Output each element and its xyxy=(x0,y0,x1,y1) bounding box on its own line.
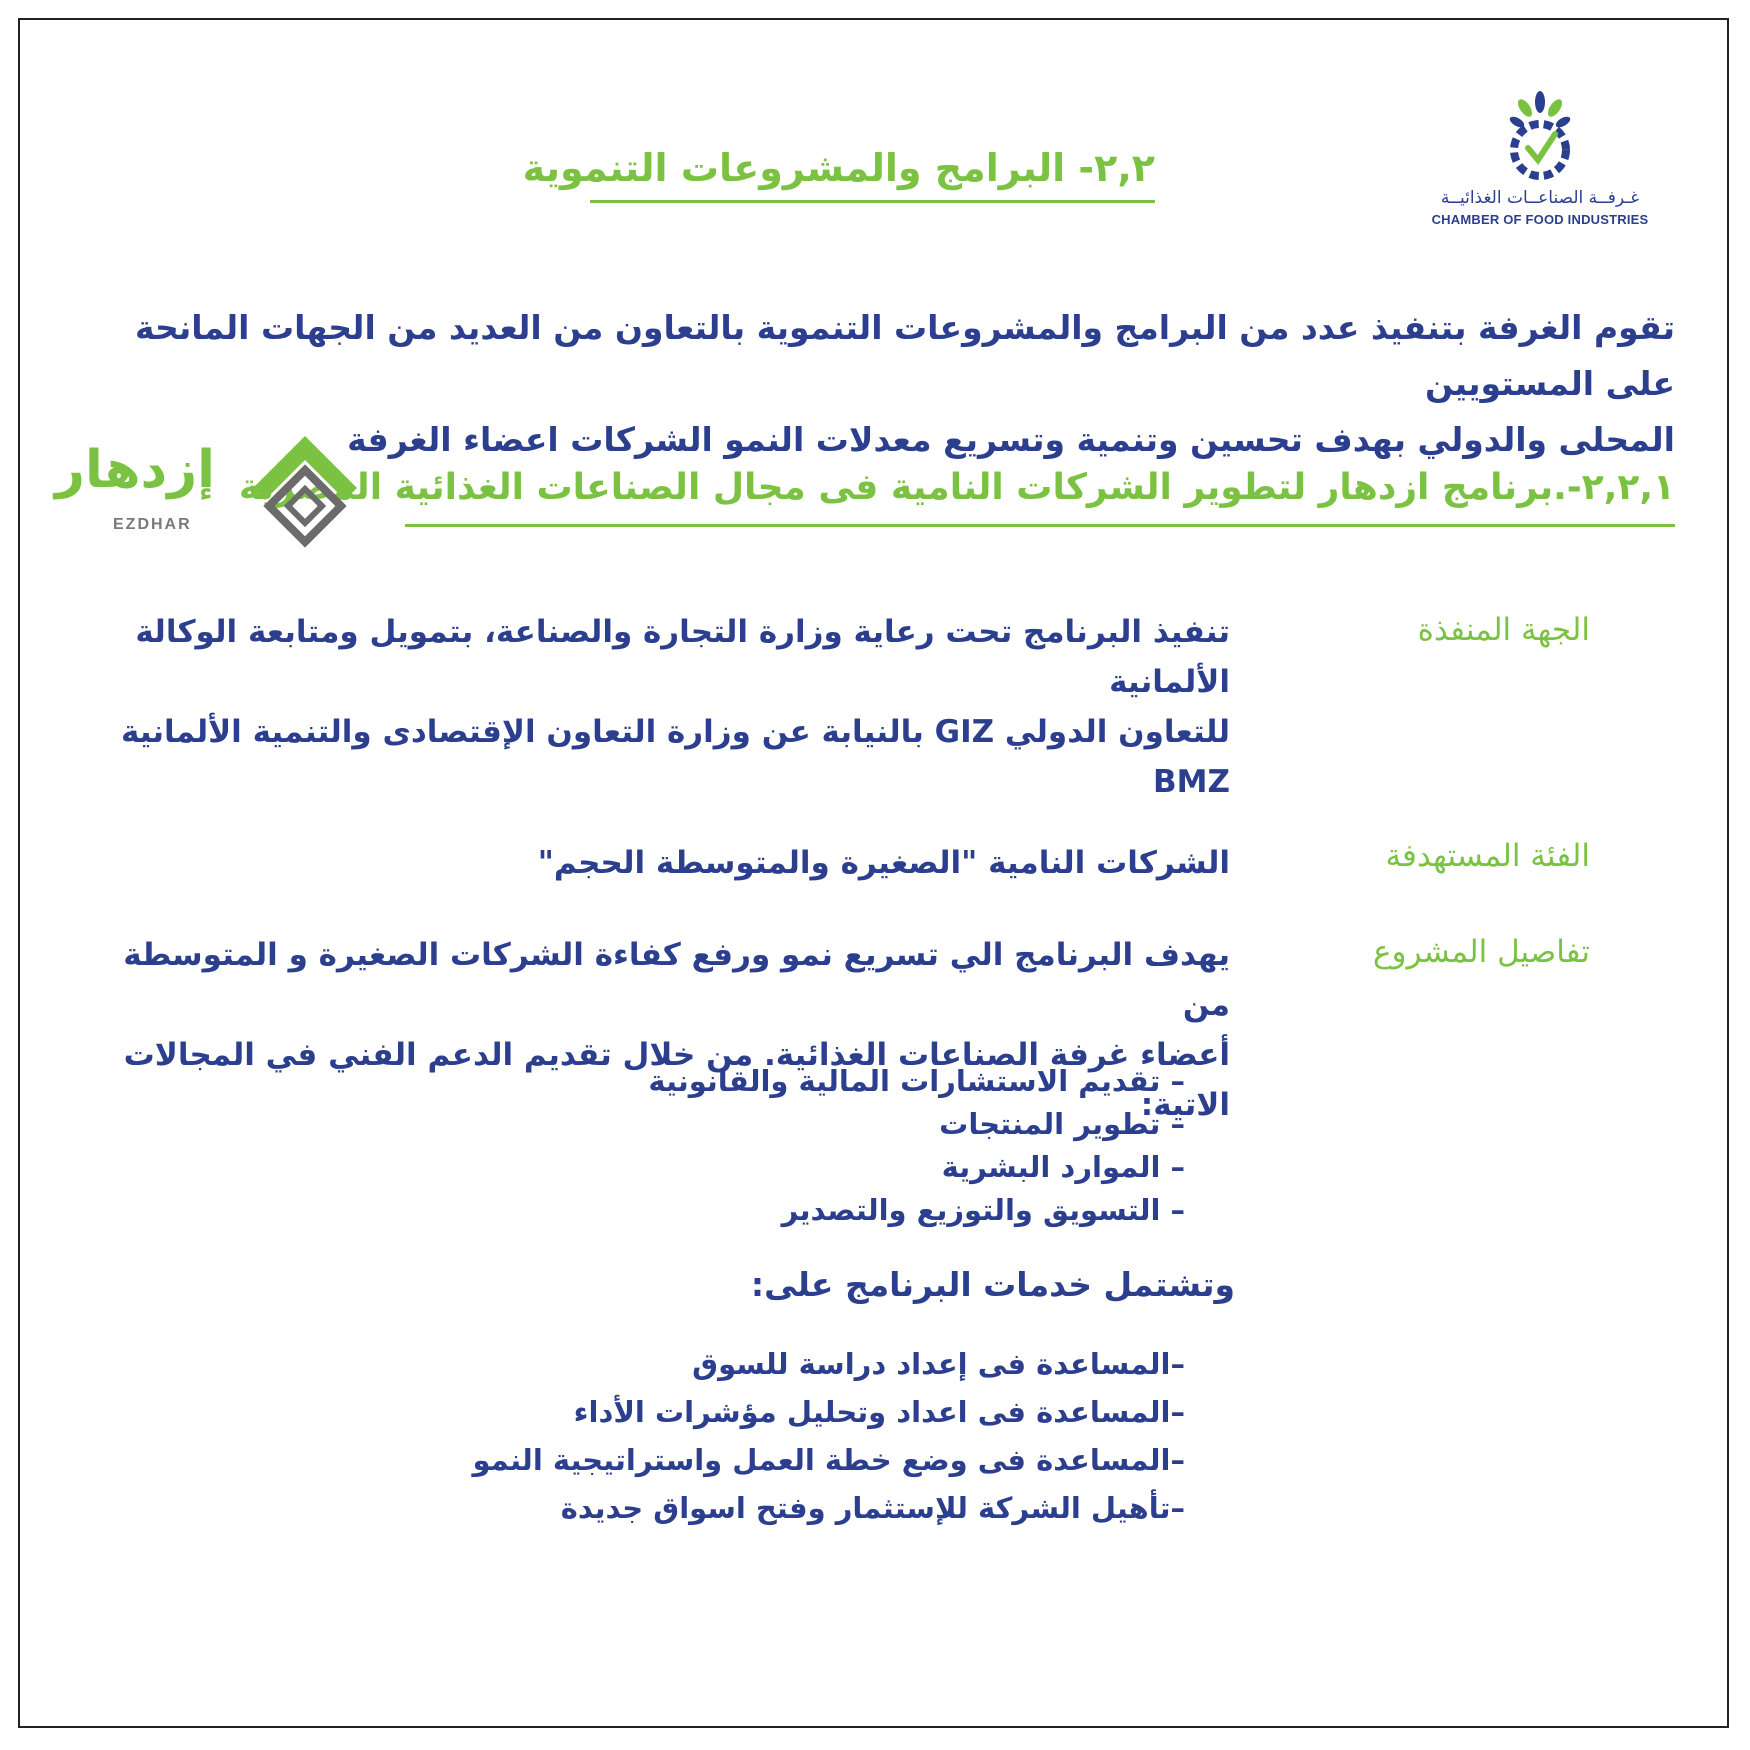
services-heading: وتشتمل خدمات البرنامج على: xyxy=(750,1265,1235,1304)
agency-line: تنفيذ البرنامج تحت رعاية وزارة التجارة والصناعة، بتمويل ومتابعة الوكالة الألمانية xyxy=(135,614,1230,700)
target-value: الشركات النامية "الصغيرة والمتوسطة الحجم" xyxy=(537,845,1230,881)
ezdhar-logo-arabic: إزدهار xyxy=(55,440,215,500)
target-label: الفئة المستهدفة xyxy=(1385,838,1590,874)
gear-leaf-icon xyxy=(1495,90,1585,185)
chamber-logo-english: CHAMBER OF FOOD INDUSTRIES xyxy=(1431,212,1649,227)
intro-line: المحلى والدولي بهدف تحسين وتنمية وتسريع معدلات النمو الشركات اعضاء الغرفة xyxy=(347,420,1675,459)
intro-line: تقوم الغرفة بتنفيذ عدد من البرامج والمشروعات التنموية بالتعاون من العديد من الجهات المانحة على المستويين xyxy=(135,308,1675,403)
list-item: –المساعدة فى إعداد دراسة للسوق xyxy=(692,1347,1185,1381)
section-title: ٢,٢- البرامج والمشروعات التنموية xyxy=(590,140,1155,203)
details-label: تفاصيل المشروع xyxy=(1373,934,1590,970)
ezdhar-logo-english: EZDHAR xyxy=(113,516,192,533)
details-line: يهدف البرنامج الي تسريع نمو ورفع كفاءة الشركات الصغيرة و المتوسطة من xyxy=(123,937,1230,1023)
list-item: – تقديم الاستشارات المالية والقانونية xyxy=(648,1064,1185,1098)
ezdhar-logo xyxy=(55,430,375,560)
subsection-title: ٢,٢,١-.برنامج ازدهار لتطوير الشركات النامية فى مجال الصناعات الغذائية المصرية xyxy=(405,458,1675,527)
list-item: – تطوير المنتجات xyxy=(939,1107,1185,1141)
details-line: أعضاء غرفة الصناعات الغذائية. من خلال تقديم الدعم الفني في المجالات الاتية: xyxy=(123,1037,1230,1123)
agency-label: الجهة المنفذة xyxy=(1417,612,1590,648)
list-item: –المساعدة فى اعداد وتحليل مؤشرات الأداء xyxy=(573,1395,1185,1429)
chamber-logo-arabic: غـرفــة الصناعــات الغذائيــة xyxy=(1440,188,1640,208)
list-item: – الموارد البشرية xyxy=(941,1150,1185,1184)
chamber-logo xyxy=(1405,90,1675,240)
services-list xyxy=(472,1340,1185,1532)
list-item: –تأهيل الشركة للإستثمار وفتح اسواق جديدة xyxy=(560,1491,1185,1525)
agency-line: للتعاون الدولي GIZ بالنيابة عن وزارة التعاون الإقتصادى والتنمية الألمانية BMZ xyxy=(120,714,1230,800)
ezdhar-emblem-icon xyxy=(245,430,365,555)
support-areas-list xyxy=(480,1060,1185,1232)
list-item: –المساعدة فى وضع خطة العمل واستراتيجية النمو xyxy=(472,1443,1185,1477)
agency-value xyxy=(95,607,1230,807)
list-item: – التسويق والتوزيع والتصدير xyxy=(781,1193,1185,1227)
